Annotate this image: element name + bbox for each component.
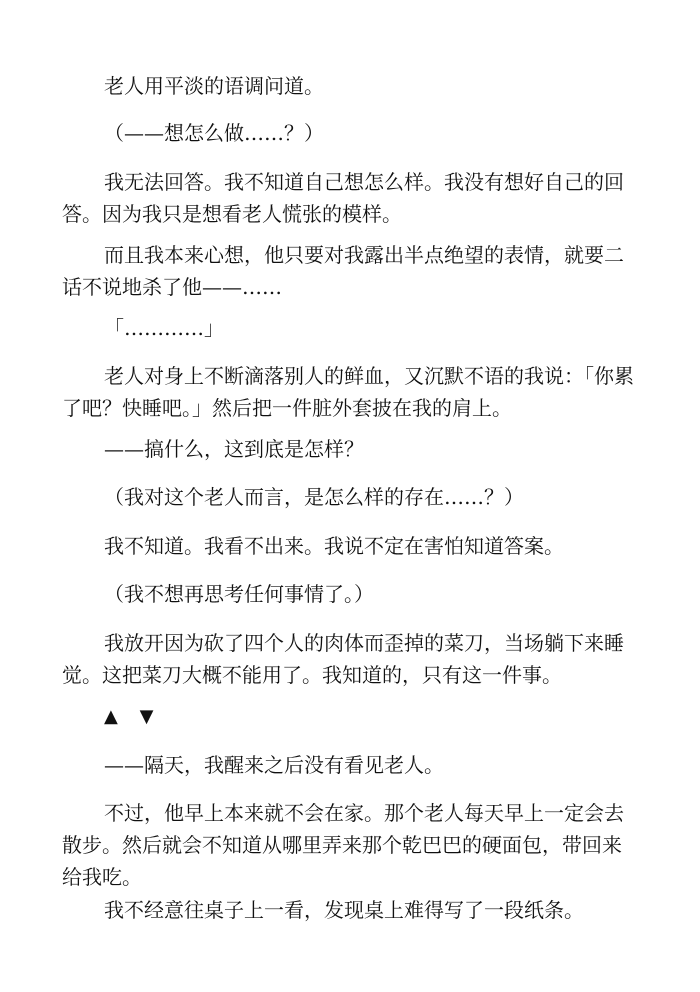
paragraph-12: ——隔天，我醒来之后没有看见老人。: [104, 753, 444, 777]
paragraph-11: 我放开因为砍了四个人的肉体而歪掉的菜刀，当场躺下来睡觉。这把菜刀大概不能用了。我知道的，只有这一件事。: [62, 631, 624, 687]
paragraph-8: （我对这个老人而言，是怎么样的存在……？）: [104, 485, 524, 509]
paragraph-6: 老人对身上不断滴落别人的鲜血，又沉默不语的我说：「你累了吧？快睡吧。」然后把一件脏外套披在我的肩上。: [62, 364, 634, 420]
paragraph-2: （——想怎么做……？）: [104, 121, 324, 145]
paragraph-9: 我不知道。我看不出来。我说不定在害怕知道答案。: [104, 534, 564, 558]
paragraph-13: 不过，他早上本来就不会在家。那个老人每天早上一定会去散步。然后就会不知道从哪里弄来那个乾巴巴的硬面包，带回来给我吃。: [62, 801, 624, 889]
paragraph-5: 「…………」: [104, 316, 224, 340]
paragraph-14: 我不经意往桌子上一看，发现桌上难得写了一段纸条。: [104, 898, 584, 922]
paragraph-1: 老人用平淡的语调问道。: [104, 74, 324, 98]
paragraph-4: 而且我本来心想，他只要对我露出半点绝望的表情，就要二话不说地杀了他——……: [62, 243, 624, 299]
paragraph-7: ——搞什么，这到底是怎样？: [104, 437, 364, 461]
paragraph-3: 我无法回答。我不知道自己想怎么样。我没有想好自己的回答。因为我只是想看老人慌张的模样。: [62, 170, 624, 226]
paragraph-10: （我不想再思考任何事情了。）: [104, 582, 374, 606]
scene-separator: ▲ ▼: [104, 706, 162, 727]
